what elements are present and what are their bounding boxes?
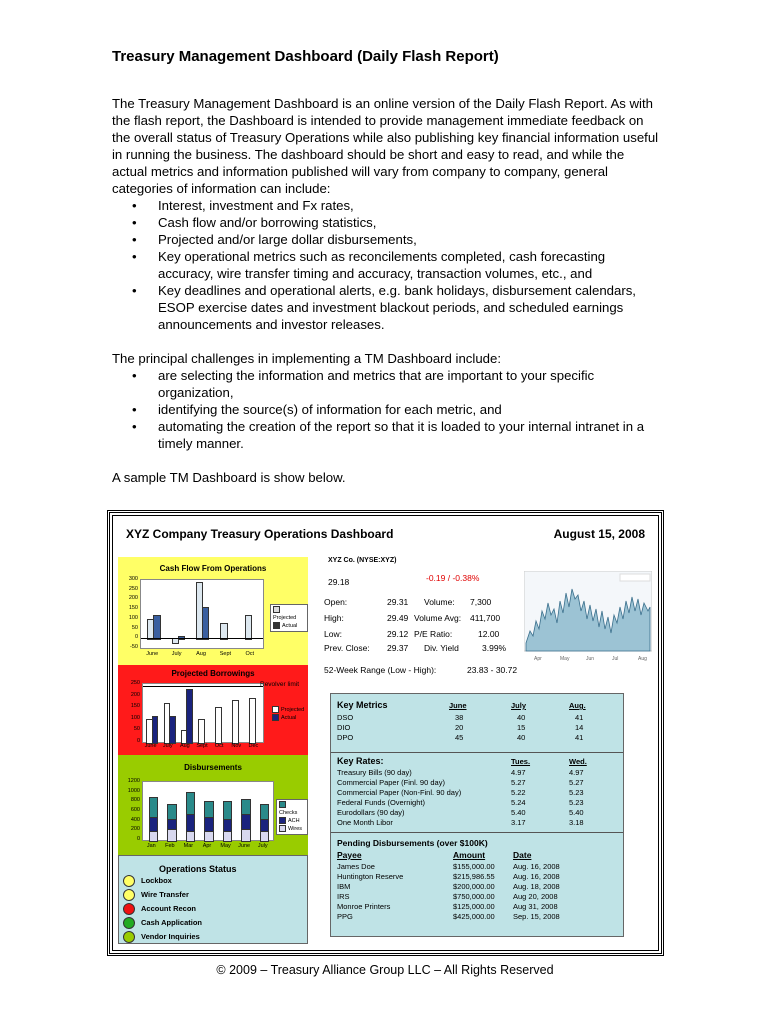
list-item: • Key operational metrics such as reconcilements completed, cash forecasting accuracy, wire transfer timing and accuracy, transaction volumes, etc., and <box>158 248 662 282</box>
pending-cell: Sep. 15, 2008 <box>513 912 560 921</box>
metric-value: 15 <box>517 723 526 732</box>
ops-status-item <box>141 918 202 927</box>
axis-tick-label: 1200 <box>127 778 140 784</box>
axis-category-label: June <box>146 651 159 657</box>
disbursement-bar <box>223 801 232 820</box>
borrowings-bar <box>198 719 205 744</box>
rate-name: Federal Funds (Overnight) <box>337 798 425 807</box>
rates-col-header: Tues. <box>511 757 531 766</box>
pending-col-header: Date <box>513 850 532 860</box>
high-label: High: <box>324 613 344 623</box>
zero-line <box>141 638 263 639</box>
rate-name: Commercial Paper (Finl. 90 day) <box>337 778 445 787</box>
ops-status-panel <box>118 855 308 944</box>
borrowings-bar <box>152 716 159 744</box>
disbursements-plot <box>142 781 274 841</box>
axis-category-label: Sept <box>196 743 208 749</box>
legend-projected: Projected <box>281 707 305 713</box>
metrics-col-header: June <box>449 701 467 710</box>
axis-tick-label: 100 <box>130 714 140 721</box>
metrics-col-header: Aug. <box>569 701 586 710</box>
list-item: • automating the creation of the report so that it is loaded to your internal intranet in a timely manner. <box>158 418 662 452</box>
range-label: 52-Week Range (Low - High): <box>324 665 437 675</box>
borrowings-bar <box>186 689 193 744</box>
pending-cell: IRS <box>337 892 350 901</box>
ops-status-item <box>141 932 200 941</box>
stock-month-label: May <box>560 656 570 662</box>
div-value: 3.99% <box>482 643 507 653</box>
disbursement-bar <box>149 797 158 818</box>
axis-category-label: Feb <box>165 843 175 849</box>
rate-value: 5.40 <box>511 808 526 817</box>
legend-projected: Projected <box>273 615 297 621</box>
rate-value: 5.27 <box>511 778 526 787</box>
ops-status-label: Account Recon <box>141 904 197 913</box>
rate-value: 3.17 <box>511 818 526 827</box>
metric-value: 20 <box>455 723 464 732</box>
volume-value: 7,300 <box>470 597 492 607</box>
challenges-intro: The principal challenges in implementing a TM Dashboard include: <box>112 351 501 366</box>
legend-actual: Actual <box>281 715 297 721</box>
rate-value: 5.22 <box>511 788 526 797</box>
cashflow-bar <box>153 615 160 640</box>
status-indicator-icon <box>123 889 135 901</box>
axis-tick-label: 200 <box>130 691 140 698</box>
list-item: • identifying the source(s) of information for each metric, and <box>158 401 662 418</box>
pending-cell: Monroe Printers <box>337 902 391 911</box>
borrowings-bar <box>232 700 239 744</box>
axis-tick-label: 250 <box>128 585 138 592</box>
disbursement-bar <box>241 828 250 842</box>
range-value: 23.83 - 30.72 <box>467 665 518 675</box>
document-body <box>112 95 662 486</box>
intro-paragraph: The Treasury Management Dashboard is an online version of the Daily Flash Report. As with the flash report, the Dashboard is intended to provide management immediate feedback on the overall status of Treasury Operations while also publishing key financial information useful in running the business. The dashboard should be short and easy to read, and while the actual metrics and information published will vary from company to company, general categories of information can include: <box>112 96 659 196</box>
volavg-value: 411,700 <box>470 613 501 623</box>
borrowings-bar <box>249 698 256 744</box>
disbursement-bar <box>186 792 195 816</box>
metric-name: DPO <box>337 733 354 742</box>
volume-label: Volume: <box>424 597 455 607</box>
cashflow-legend <box>270 604 308 632</box>
div-label: Div. Yield <box>424 643 459 653</box>
axis-tick-label: 400 <box>130 816 140 823</box>
rate-value: 5.23 <box>569 788 584 797</box>
cashflow-bar <box>245 615 252 640</box>
rate-value: 5.40 <box>569 808 584 817</box>
ops-status-label: Lockbox <box>141 876 172 885</box>
axis-tick-label: 50 <box>131 624 138 631</box>
pending-cell: PPG <box>337 912 353 921</box>
footer-copyright: © 2009 – Treasury Alliance Group LLC – All Rights Reserved <box>216 963 554 977</box>
axis-category-label: Apr <box>202 843 212 849</box>
axis-category-label: July <box>171 651 182 657</box>
axis-tick-label: 1000 <box>127 787 140 794</box>
metric-value: 40 <box>517 733 526 742</box>
stock-month-label: Jul <box>612 656 619 662</box>
status-indicator-icon <box>123 903 135 915</box>
revolver-limit-line <box>143 686 263 687</box>
disbursement-bar <box>223 818 232 832</box>
pending-cell: $425,000.00 <box>453 912 495 921</box>
axis-tick-label: 200 <box>128 595 138 602</box>
status-indicator-icon <box>123 917 135 929</box>
pending-cell: Aug 20, 2008 <box>513 892 558 901</box>
open-label: Open: <box>324 597 348 607</box>
rate-value: 4.97 <box>511 768 526 777</box>
axis-category-label: July <box>162 743 173 749</box>
axis-tick-label: 800 <box>130 797 140 804</box>
high-value: 29.49 <box>387 613 409 623</box>
pending-cell: Aug. 16, 2008 <box>513 862 560 871</box>
legend-checks: Checks <box>279 810 298 816</box>
ops-status-label: Wire Transfer <box>141 890 189 899</box>
prev-label: Prev. Close: <box>324 643 370 653</box>
disbursement-bar <box>260 818 269 832</box>
disbursement-bar <box>204 816 213 833</box>
disbursement-bar <box>241 799 250 816</box>
disbursements-panel <box>118 755 308 855</box>
rate-name: Treasury Bills (90 day) <box>337 768 412 777</box>
stock-change: -0.19 / -0.38% <box>426 573 480 583</box>
disbursement-bar <box>241 813 250 830</box>
axis-category-label: Nov <box>231 743 242 749</box>
rate-name: Eurodollars (90 day) <box>337 808 405 817</box>
axis-category-label: Jan <box>146 843 156 849</box>
low-label: Low: <box>324 629 342 639</box>
cashflow-plot <box>140 579 264 649</box>
axis-category-label: Dec <box>248 743 259 749</box>
legend-actual: Actual <box>282 623 298 629</box>
key-metrics-title: Key Metrics <box>337 700 388 710</box>
list-item: • Cash flow and/or borrowing statistics, <box>158 214 662 231</box>
stock-month-label: Jun <box>586 656 595 662</box>
pending-cell: $125,000.00 <box>453 902 495 911</box>
axis-category-label: Sept <box>219 651 232 657</box>
legend-ach: ACH <box>288 818 300 824</box>
pending-cell: Aug. 18, 2008 <box>513 882 560 891</box>
pe-value: 12.00 <box>478 629 500 639</box>
rate-value: 5.27 <box>569 778 584 787</box>
disbursement-bar <box>260 804 269 821</box>
list-item: • are selecting the information and metrics that are important to your specific organization, <box>158 367 662 401</box>
ops-status-item <box>141 876 172 885</box>
axis-tick-label: 600 <box>130 807 140 813</box>
volavg-label: Volume Avg: <box>414 613 462 623</box>
pending-cell: $215,986.55 <box>453 872 495 881</box>
ops-status-title: Operations Status <box>159 864 237 874</box>
axis-tick-label: 150 <box>130 703 140 710</box>
pending-cell: James Doe <box>337 862 375 871</box>
disbursement-bar <box>204 801 213 818</box>
legend-wires: Wires <box>288 826 303 832</box>
borrowings-bar <box>215 707 222 744</box>
key-metrics-box <box>330 693 624 937</box>
pending-cell: Huntington Reserve <box>337 872 404 881</box>
axis-category-label: June <box>238 843 251 849</box>
page-title: Treasury Management Dashboard (Daily Flash Report) <box>112 48 499 65</box>
axis-category-label: May <box>220 843 231 849</box>
list-item: • Projected and/or large dollar disbursements, <box>158 231 662 248</box>
cashflow-panel <box>118 557 308 665</box>
pending-cell: $155,000.00 <box>453 862 495 871</box>
axis-tick-label: 0 <box>136 836 140 842</box>
stock-ticker: XYZ Co. (NYSE:XYZ) <box>328 557 397 564</box>
pending-title: Pending Disbursements (over $100K) <box>337 838 488 848</box>
axis-category-label: Mar <box>183 843 194 849</box>
metric-value: 41 <box>575 733 584 742</box>
status-indicator-icon <box>123 931 135 943</box>
ops-status-item <box>141 890 189 899</box>
axis-tick-label: 0 <box>136 738 140 744</box>
axis-tick-label: 150 <box>128 605 138 612</box>
metric-name: DSO <box>337 713 354 722</box>
dashboard-frame <box>107 510 664 956</box>
metric-value: 14 <box>575 723 584 732</box>
axis-category-label: Oct <box>214 743 224 749</box>
list-item: • Key deadlines and operational alerts, e.g. bank holidays, disbursement calendars, ESOP exercise dates and investment blackout periods, and scheduled earnings announcements and investor releases. <box>158 282 662 333</box>
axis-category-label: Oct <box>245 651 255 657</box>
borrowings-legend <box>270 705 306 723</box>
axis-category-label: July <box>257 843 268 849</box>
rate-value: 3.18 <box>569 818 584 827</box>
rate-value: 5.24 <box>511 798 526 807</box>
disbursement-bar <box>167 804 176 821</box>
categories-list <box>112 197 662 333</box>
metric-value: 38 <box>455 713 464 722</box>
disbursements-legend <box>276 799 308 835</box>
ops-status-item <box>141 904 196 913</box>
dashboard-title: XYZ Company Treasury Operations Dashboard <box>126 527 394 541</box>
metric-value: 40 <box>517 713 526 722</box>
axis-tick-label: -50 <box>130 644 138 650</box>
metric-name: DIO <box>337 723 351 732</box>
pending-col-header: Payee <box>337 850 362 860</box>
pe-label: P/E Ratio: <box>414 629 453 639</box>
rates-col-header: Wed. <box>569 757 587 766</box>
disbursement-bar <box>149 816 158 833</box>
axis-tick-label: 250 <box>130 680 140 686</box>
stock-month-label: Aug <box>638 656 647 662</box>
stock-price: 29.18 <box>328 577 350 587</box>
axis-tick-label: 0 <box>134 634 138 641</box>
metric-value: 45 <box>455 733 464 742</box>
cashflow-title: Cash Flow From Operations <box>159 564 267 573</box>
pending-col-header: Amount <box>453 850 486 860</box>
challenges-list <box>112 367 662 452</box>
status-indicator-icon <box>123 875 135 887</box>
borrowings-panel <box>118 665 308 755</box>
axis-tick-label: 100 <box>128 614 138 621</box>
pending-cell: IBM <box>337 882 351 891</box>
rate-name: Commercial Paper (Non-Finl. 90 day) <box>337 788 462 797</box>
axis-tick-label: 50 <box>133 726 140 733</box>
rate-name: One Month Libor <box>337 818 393 827</box>
axis-category-label: June <box>144 743 157 749</box>
pending-cell: Aug. 16, 2008 <box>513 872 560 881</box>
rate-value: 4.97 <box>569 768 584 777</box>
borrowings-plot <box>142 683 264 743</box>
ops-status-label: Cash Application <box>141 918 202 927</box>
stock-month-label: Apr <box>534 656 542 662</box>
disbursement-bar <box>186 813 195 832</box>
borrowings-title: Projected Borrowings <box>171 669 255 678</box>
borrowings-bar <box>169 716 176 744</box>
axis-tick-label: 300 <box>128 576 138 582</box>
ops-status-label: Vendor Inquiries <box>141 932 200 941</box>
pending-cell: $750,000.00 <box>453 892 495 901</box>
pending-cell: Aug 31, 2008 <box>513 902 558 911</box>
disbursement-bar <box>167 828 176 842</box>
disbursements-title: Disbursements <box>184 763 242 772</box>
sample-line: A sample TM Dashboard is show below. <box>112 470 346 485</box>
axis-tick-label: 200 <box>130 826 140 833</box>
open-value: 29.31 <box>387 597 409 607</box>
pending-cell: $200,000.00 <box>453 882 495 891</box>
list-item: • Interest, investment and Fx rates, <box>158 197 662 214</box>
metric-value: 41 <box>575 713 584 722</box>
revolver-label: Revolver limit <box>260 681 300 688</box>
stock-price-chart <box>524 571 652 663</box>
key-rates-title: Key Rates: <box>337 756 384 766</box>
prev-value: 29.37 <box>387 643 409 653</box>
cashflow-bar <box>202 607 209 640</box>
rate-value: 5.23 <box>569 798 584 807</box>
axis-category-label: Aug <box>196 651 206 657</box>
axis-category-label: Aug <box>179 743 190 749</box>
metrics-col-header: July <box>511 701 527 710</box>
low-value: 29.12 <box>387 629 409 639</box>
dashboard-date: August 15, 2008 <box>553 527 645 541</box>
